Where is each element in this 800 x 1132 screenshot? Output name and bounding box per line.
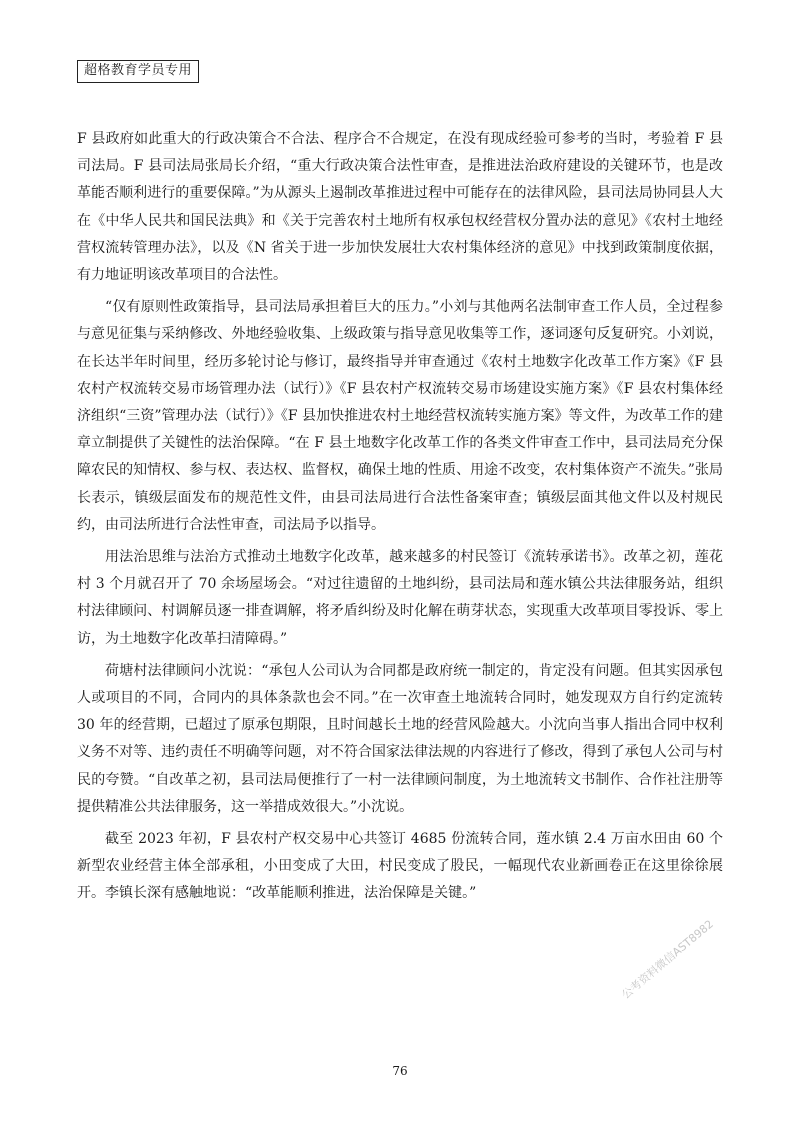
paragraph-1: F 县政府如此重大的行政决策合不合法、程序合不合规定，在没有现成经验可参考的当时，考验着 F 县司法局。F 县司法局张局长介绍，“重大行政决策合法性审查，是推进法治政府建设的关键环节，也是改革能否顺利进行的重要保障。”为从源头上遏制改革推进过程中可能存在的法律风险，县司法局协同县人大在《中华人民共和国民法典》和《关于完善农村土地所有权承包权经营权分置办法的意见》《农村土地经营权流转管理办法》，以及《N 省关于进一步加快发展壮大农村集体经济的意见》中找到政策制度依据，有力地证明该改革项目的合法性。: [77, 131, 723, 284]
page-number: 76: [392, 1064, 408, 1078]
paragraph-4: 荷塘村法律顾问小沈说：“承包人公司认为合同都是政府统一制定的，肯定没有问题。但其实因承包人或项目的不同，合同内的具体条款也会不同。”在一次审查土地流转合同时，她发现双方自行约定流转 30 年的经营期，已超过了原承包期限，且时间越长土地的经营风险越大。小沈向当事人指出合同中权利义务不对等、违约责任不明确等问题，对不符合国家法律法规的内容进行了修改，得到了承包人公司与村民的夸赞。“自改革之初，县司法局便推行了一村一法律顾问制度，为土地流转文书制作、合作社注册等提供精准公共法律服务，这一举措成效很大。”小沈说。: [77, 662, 723, 815]
paragraph-5: 截至 2023 年初，F 县农村产权交易中心共签订 4685 份流转合同，莲水镇 2.4 万亩水田由 60 个新型农业经营主体全部承租，小田变成了大田，村民变成了股民，一幅现代农业新画卷正在这里徐徐展开。李镇长深有感触地说：“改革能顺利推进，法治保障是关键。”: [77, 831, 723, 902]
article-body: [77, 126, 723, 913]
paragraph-2: “仅有原则性政策指导，县司法局承担着巨大的压力。”小刘与其他两名法制审查工作人员，全过程参与意见征集与采纳修改、外地经验收集、上级政策与指导意见收集等工作，逐词逐句反复研究。小刘说，在长达半年时间里，经历多轮讨论与修订，最终指导并审查通过《农村土地数字化改革工作方案》《F 县农村产权流转交易市场管理办法（试行）》《F 县农村产权流转交易市场建设实施方案》《F 县农村集体经济组织“三资”管理办法（试行）》《F 县加快推进农村土地经营权流转实施方案》等文件，为改革工作的建章立制提供了关键性的法治保障。“在 F 县土地数字化改革工作的各类文件审查工作中，县司法局充分保障农民的知情权、参与权、表达权、监督权，确保土地的性质、用途不改变，农村集体资产不流失。”张局长表示，镇级层面发布的规范性文件，由县司法局进行合法性备案审查；镇级层面其他文件以及村规民约，由司法所进行合法性审查，司法局予以指导。: [77, 299, 723, 533]
watermark: 公考资料微信AST8982: [619, 917, 716, 1002]
paragraph-3: 用法治思维与法治方式推动土地数字化改革，越来越多的村民签订《流转承诺书》。改革之初，莲花村 3 个月就召开了 70 余场屋场会。“对过往遗留的土地纠纷，县司法局和莲水镇公共法律服务站，组织村法律顾问、村调解员逐一排查调解，将矛盾纠纷及时化解在萌芽状态，实现重大改革项目零投诉、零上访，为土地数字化改革扫清障碍。”: [77, 549, 723, 647]
header-tag: 超格教育学员专用: [77, 60, 199, 83]
